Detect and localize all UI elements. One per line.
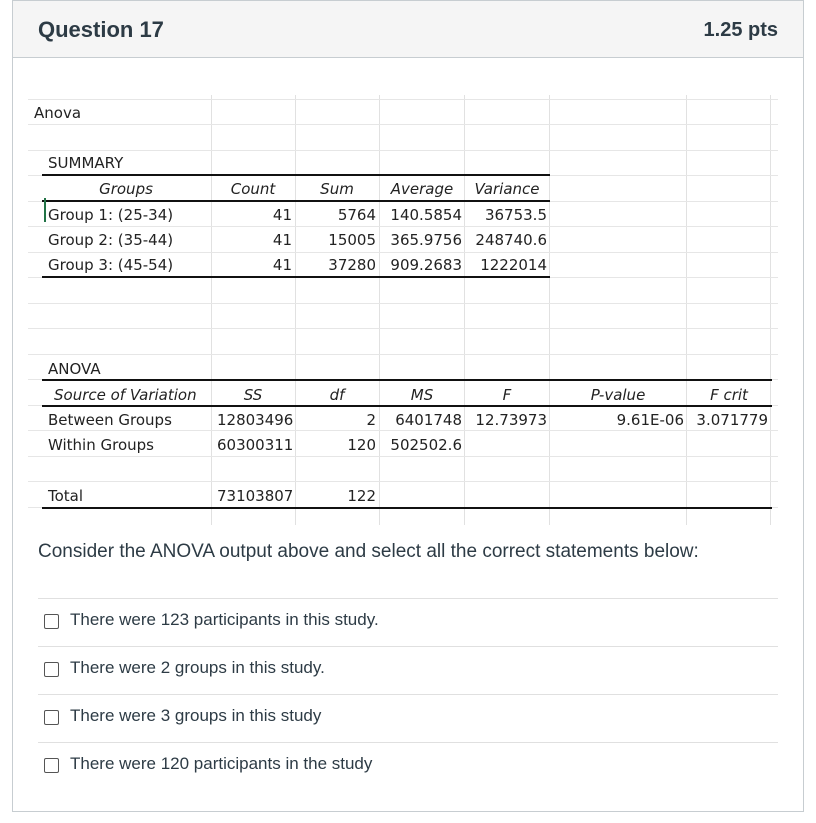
anova-heading: Anova [34,104,82,122]
table-cell: 12.73973 [475,411,547,429]
anova-header-f: F [502,386,512,404]
anova-title: ANOVA [48,360,101,378]
checkbox[interactable] [44,614,59,629]
table-cell: 41 [272,206,292,224]
answer-label[interactable]: There were 123 participants in this study. [70,610,379,629]
summary-header-sum: Sum [320,180,354,198]
answer-label[interactable]: There were 3 groups in this study [70,706,322,725]
table-cell: Between Groups [48,411,172,429]
table-cell: 140.5854 [390,206,462,224]
table-cell: 1222014 [480,256,547,274]
table-cell: 122 [347,487,376,505]
summary-header-groups: Groups [99,180,153,198]
anova-header-ms: MS [410,386,434,404]
table-cell: 365.9756 [390,231,462,249]
answer-list [38,598,778,790]
anova-header-fcrit: F crit [710,386,748,404]
table-cell: Group 3: (45-54) [48,256,174,274]
question-points: 1.25 pts [703,19,778,41]
table-cell: 6401748 [395,411,462,429]
summary-header-variance: Variance [474,180,540,198]
anova-header-pvalue: P-value [590,386,646,404]
anova-header-source: Source of Variation [54,386,197,404]
answer-label[interactable]: There were 2 groups in this study. [70,658,325,677]
cell-cursor [44,198,46,222]
table-cell: 15005 [328,231,376,249]
table-cell: 2 [366,411,376,429]
answer-option[interactable] [38,646,778,694]
anova-header-df: df [329,386,345,404]
summary-header-count: Count [230,180,276,198]
table-cell: 248740.6 [475,231,547,249]
table-cell: 41 [272,231,292,249]
question-header [13,1,803,58]
table-cell: Group 2: (35-44) [48,231,174,249]
table-cell: 36753.5 [484,206,547,224]
table-cell: 37280 [328,256,376,274]
table-cell: Group 1: (25-34) [48,206,174,224]
answer-option[interactable] [38,598,778,646]
anova-header-ss: SS [243,386,263,404]
table-cell: 60300311 [217,436,294,454]
answer-option[interactable] [38,742,778,790]
anova-spreadsheet-image [28,95,778,525]
summary-header-average: Average [390,180,454,198]
table-cell: 120 [347,436,376,454]
question-prompt: Consider the ANOVA output above and select all the correct statements below: [38,541,699,562]
table-cell: 909.2683 [390,256,462,274]
table-cell: 73103807 [217,487,294,505]
table-cell: 502502.6 [390,436,462,454]
checkbox[interactable] [44,758,59,773]
table-cell: Within Groups [48,436,154,454]
question-title: Question 17 [38,17,164,42]
table-cell: 5764 [337,206,376,224]
checkbox[interactable] [44,662,59,677]
checkbox[interactable] [44,710,59,725]
table-cell: 3.071779 [696,411,768,429]
table-cell: 41 [272,256,292,274]
summary-title: SUMMARY [48,154,124,172]
table-cell: 12803496 [217,411,294,429]
table-cell: Total [48,487,84,505]
table-cell: 9.61E-06 [616,411,684,429]
answer-label[interactable]: There were 120 participants in the study [70,754,373,773]
answer-option[interactable] [38,694,778,742]
